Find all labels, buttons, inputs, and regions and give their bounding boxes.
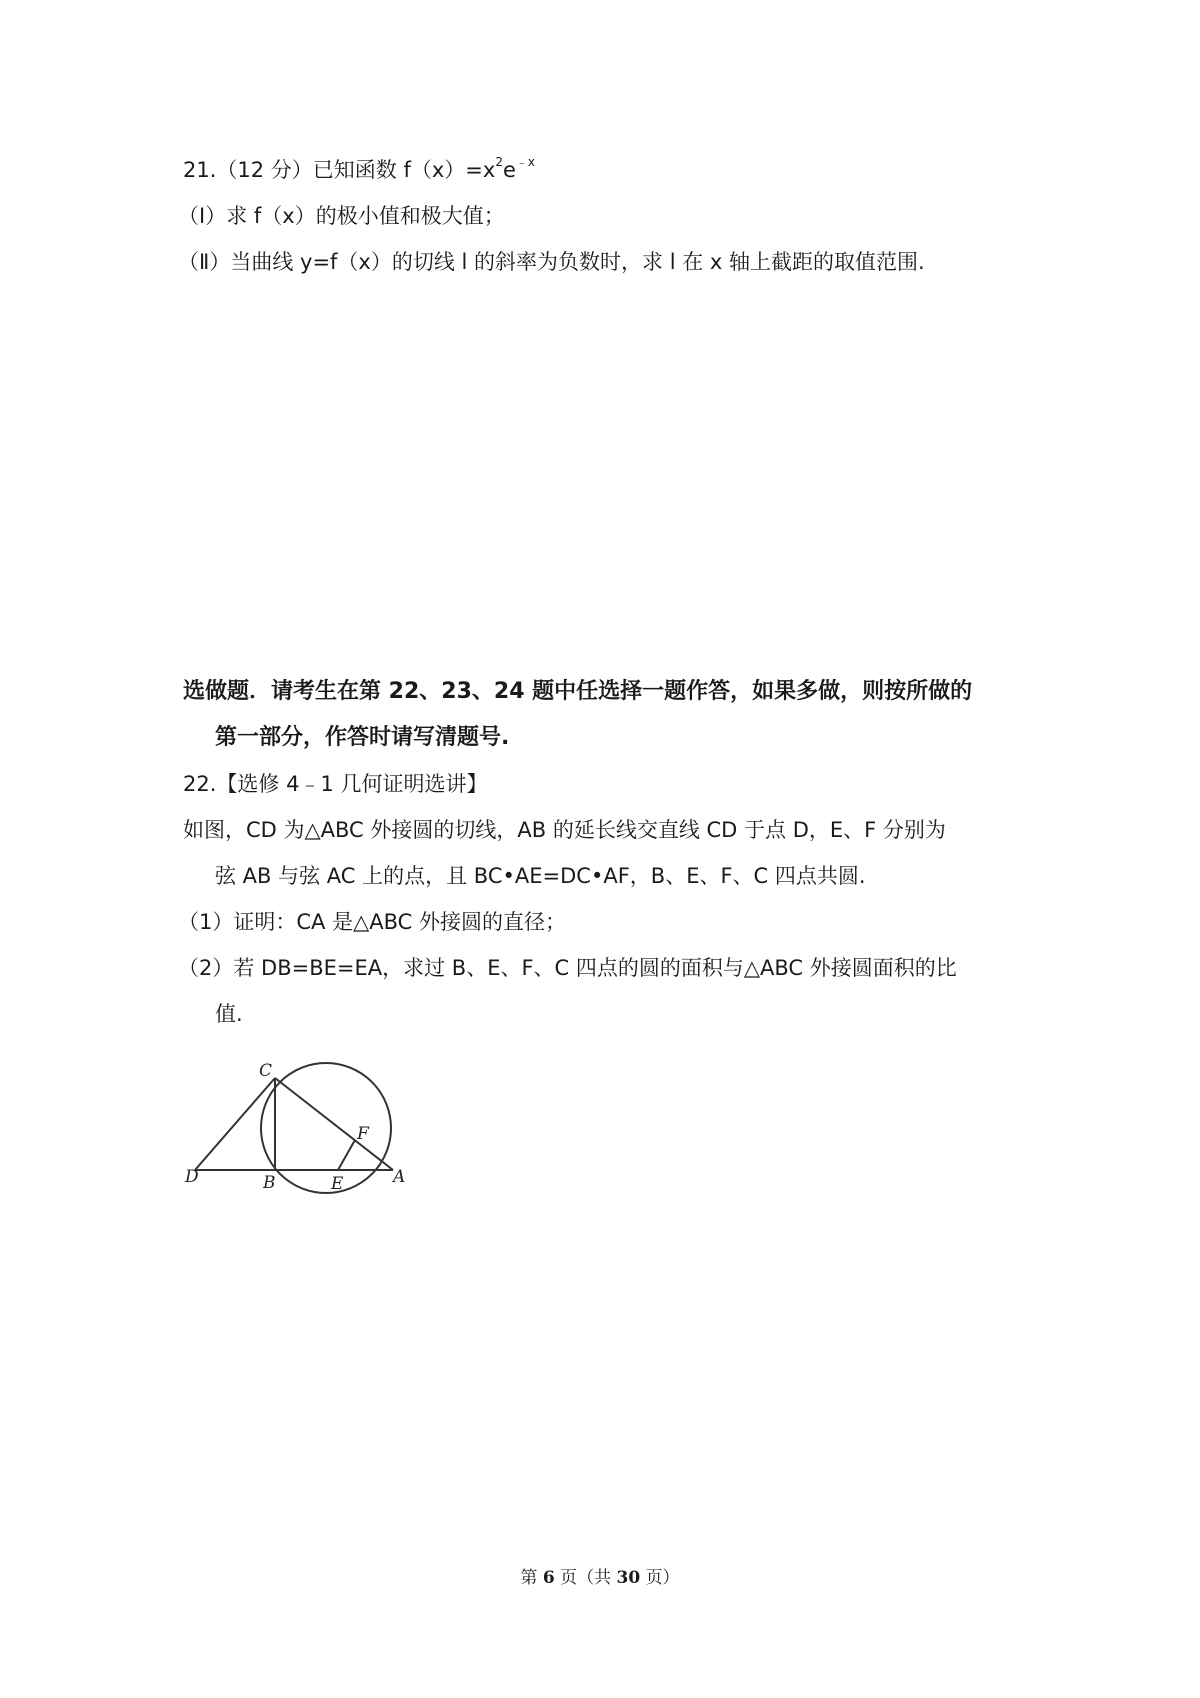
footer-total-pages: 30 — [616, 1568, 641, 1588]
q21-exponent-2: 2 — [495, 155, 503, 169]
q22-title: 22.【选修 4﹣1 几何证明选讲】 — [183, 772, 488, 796]
q22-stem-line2: 弦 AB 与弦 AC 上的点，且 BC•AE=DC•AF，B、E、F、C 四点共圆. — [215, 864, 866, 888]
q21-part1: （Ⅰ）求 f（x）的极小值和极大值； — [178, 204, 505, 228]
label-F: F — [357, 1124, 369, 1144]
label-E: E — [331, 1174, 344, 1194]
page-footer — [0, 1563, 1200, 1588]
q22-stem-line1: 如图，CD 为△ABC 外接圆的切线，AB 的延长线交直线 CD 于点 D，E、F 分别为 — [183, 818, 946, 842]
tangent-line-DC — [195, 1078, 275, 1170]
label-A: A — [393, 1167, 406, 1187]
label-B: B — [263, 1173, 276, 1193]
elective-instruction-line1: 选做题．请考生在第 22、23、24 题中任选择一题作答，如果多做，则按所做的 — [183, 679, 973, 704]
label-D: D — [185, 1167, 199, 1187]
q22-part2-line1: （2）若 DB=BE=EA，求过 B、E、F、C 四点的圆的面积与△ABC 外接圆面积的比 — [178, 956, 957, 980]
footer-mid: 页（共 — [560, 1568, 612, 1588]
footer-suffix: 页） — [645, 1568, 680, 1588]
elective-instruction-line2: 第一部分，作答时请写清题号. — [215, 725, 510, 750]
q21-exponent-neg-x: ﹣x — [515, 155, 535, 169]
q21-part2: （Ⅱ）当曲线 y=f（x）的切线 l 的斜率为负数时，求 l 在 x 轴上截距的取值范围. — [178, 250, 925, 274]
q21-base-e: e — [502, 158, 516, 182]
q22-part2-line2: 值. — [215, 1002, 243, 1026]
q22-part1: （1）证明：CA 是△ABC 外接圆的直径； — [178, 910, 566, 934]
segment-EF — [338, 1140, 355, 1170]
geometry-figure — [183, 1052, 423, 1212]
segment-CA — [275, 1078, 393, 1170]
footer-prefix: 第 — [520, 1568, 538, 1588]
q21-head-text: 21.（12 分）已知函数 f（x）=x — [183, 158, 496, 182]
footer-page-number: 6 — [542, 1568, 555, 1588]
q21-heading — [183, 155, 535, 185]
label-C: C — [259, 1061, 273, 1081]
